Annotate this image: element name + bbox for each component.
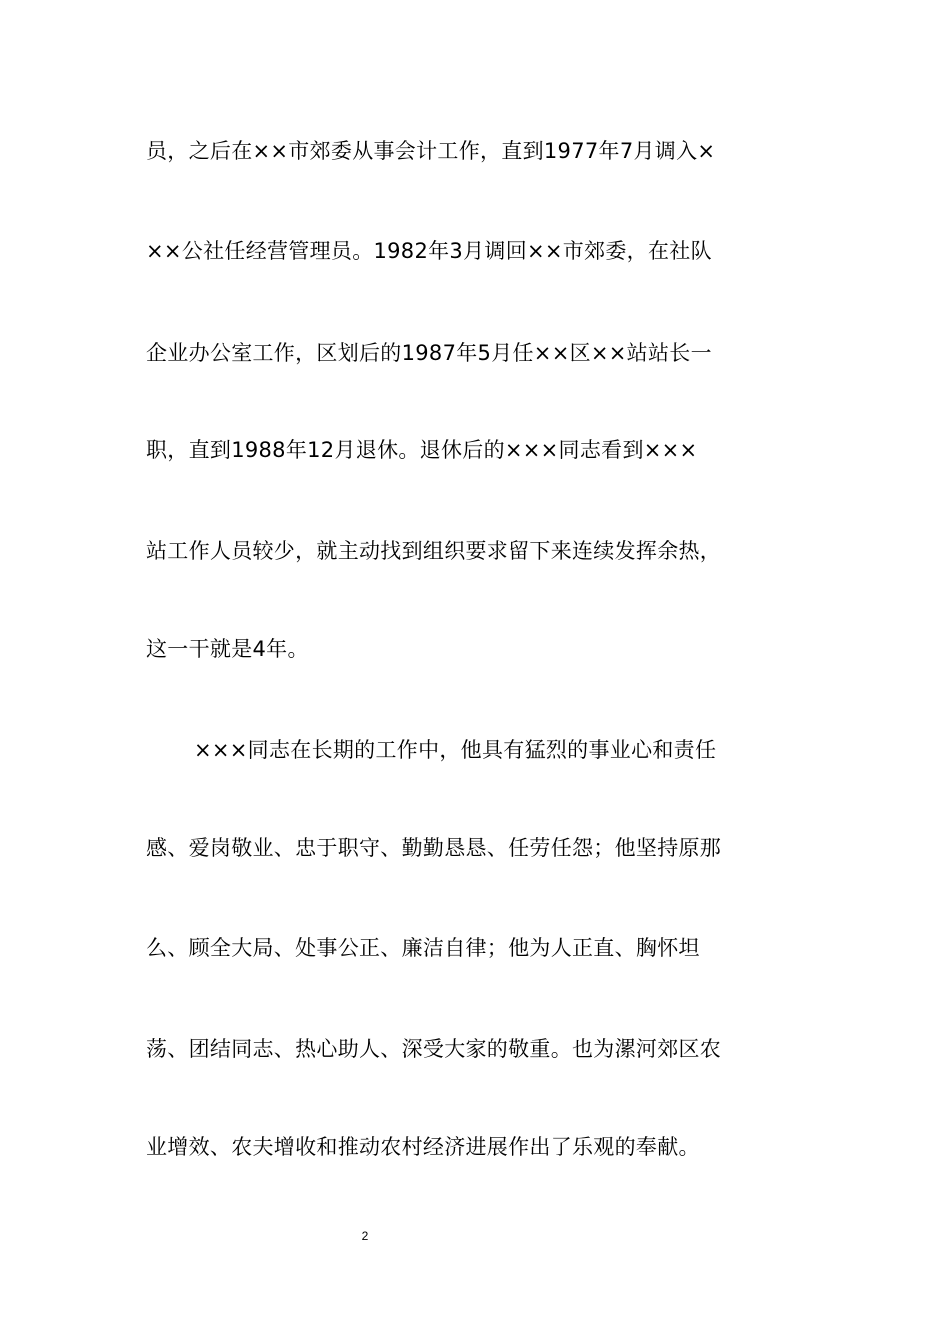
text-line-5: 站工作人员较少，就主动找到组织要求留下来连续发挥余热， [146, 539, 722, 563]
text-line-8: 感、爱岗敬业、忠于职守、勤勤恳恳、任劳任怨；他坚持原那 [146, 836, 722, 860]
text-line-11: 业增效、农夫增收和推动农村经济进展作出了乐观的奉献。 [146, 1135, 700, 1159]
text-line-2: ××公社任经营管理员。1982年3月调回××市郊委，在社队 [146, 239, 712, 263]
text-line-7: ×××同志在长期的工作中，他具有猛烈的事业心和责任 [194, 738, 717, 762]
text-line-6: 这一干就是4年。 [146, 637, 309, 661]
text-line-9: 么、顾全大局、处事公正、廉洁自律；他为人正直、胸怀坦 [146, 936, 700, 960]
page-number: 2 [361, 1229, 369, 1243]
text-line-4: 职，直到1988年12月退休。退休后的×××同志看到××× [146, 438, 698, 462]
text-line-1: 员，之后在××市郊委从事会计工作，直到1977年7月调入× [146, 139, 716, 163]
text-line-10: 荡、团结同志、热心助人、深受大家的敬重。也为漯河郊区农 [146, 1037, 722, 1061]
text-line-3: 企业办公室工作，区划后的1987年5月任××区××站站长一 [146, 341, 712, 365]
